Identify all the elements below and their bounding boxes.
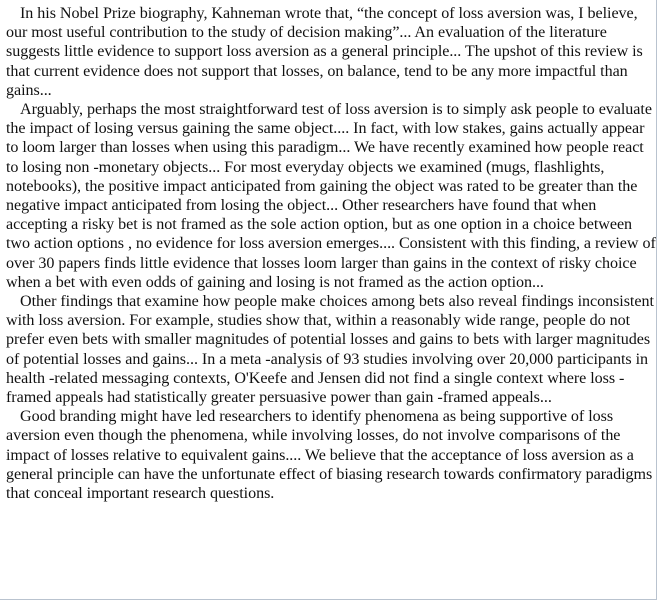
- paragraph-straightforward-test: Arguably, perhaps the most straightforward test of loss aversion is to simply ask people to evaluate the impact of losing versus gaining the same object.... In fact, with low stakes, gains actually appear to loom larger than losses when using this paradigm... We have recently examined how people react to losing non -monetary objects... For most everyday objects we examined (mugs, flashlights, notebooks), the positive impact anticipated from gaining the object was rated to be greater than the negative impact anticipated from losing the object... Other researchers have found that when accepting a risky bet is not framed as the sole action option, but as one option in a choice between two action options , no evidence for loss aversion emerges.... Consistent with this finding, a review of over 30 papers finds little evidence that losses loom larger than gains in the context of risky choice when a bet with even odds of gaining and losing is not framed as the action option...: [6, 101, 656, 291]
- paragraph-good-branding: Good branding might have led researchers to identify phenomena as being supportive of loss aversion even though the phenomena, while involving losses, do not involve comparisons of the impact of losses relative to equivalent gains.... We believe that the acceptance of loss aversion as a general principle can have the unfortunate effect of biasing research towards confirmatory paradigms that conceal important research questions.: [6, 408, 653, 503]
- paragraph-nobel-biography: In his Nobel Prize biography, Kahneman wrote that, “the concept of loss aversion was, I believe, our most useful contribution to the study of decision making”... An evaluation of the literature suggests little evidence to support loss aversion as a general principle... The upshot of this review is that current evidence does not support that losses, on balance, tend to be any more impactful than gains...: [6, 5, 643, 99]
- paragraph-other-findings: Other findings that examine how people make choices among bets also reveal findings inconsistent with loss aversion. For example, studies show that, within a reasonably wide range, people do not prefer even bets with smaller magnitudes of potential losses and gains to bets with larger magnitudes of potential losses and gains... In a meta -analysis of 93 studies involving over 20,000 participants in health -related messaging contexts, O'Keefe and Jensen did not find a single context where loss -framed appeals had statistically greater persuasive power than gain -framed appeals...: [6, 293, 654, 407]
